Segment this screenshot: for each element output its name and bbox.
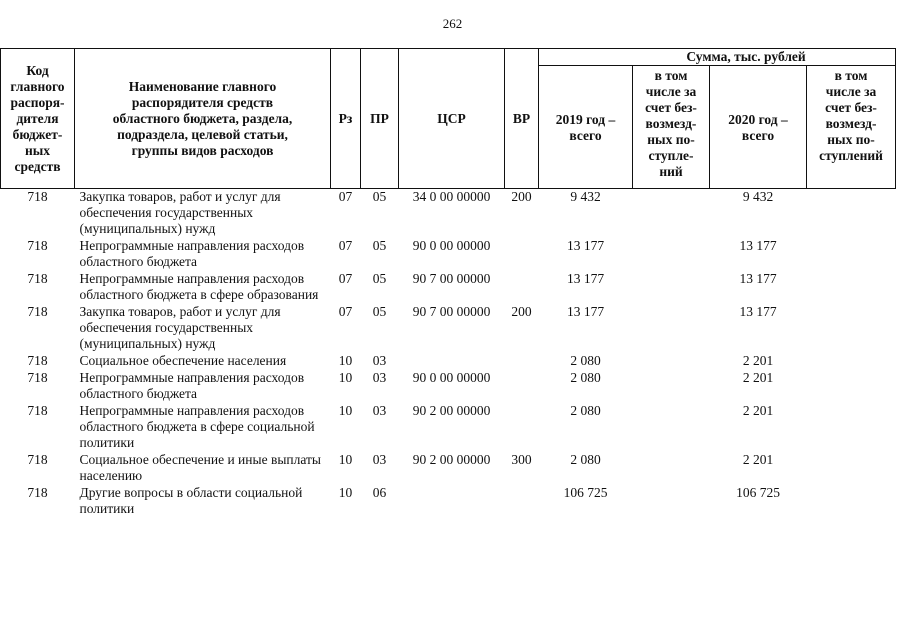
cell-rz: 10 <box>338 452 353 467</box>
table-row <box>1 370 896 403</box>
table-row <box>1 189 896 239</box>
cell-csr: 90 2 00 00000 <box>412 452 491 467</box>
cell-2019-free <box>633 370 710 403</box>
cell-2019-total: 13 177 <box>566 238 605 253</box>
cell-2019-free <box>633 304 710 353</box>
table-row <box>1 238 896 271</box>
cell-code: 718 <box>27 271 48 286</box>
cell-2019-total: 2 080 <box>570 452 601 467</box>
cell-name: Другие вопросы в области социальной политики <box>79 485 303 516</box>
cell-rz: 07 <box>338 271 353 286</box>
header-pr: ПР <box>361 49 399 189</box>
table-row <box>1 304 896 353</box>
table-row <box>1 485 896 518</box>
cell-vr: 200 <box>511 304 532 319</box>
cell-vr: 200 <box>511 189 532 204</box>
cell-csr: 90 2 00 00000 <box>412 403 491 418</box>
cell-pr: 03 <box>372 403 387 418</box>
cell-code: 718 <box>27 353 48 368</box>
cell-vr <box>505 370 539 403</box>
cell-name: Социальное обеспечение и иные выплаты населению <box>79 452 321 483</box>
table-row <box>1 403 896 452</box>
cell-code: 718 <box>27 403 48 418</box>
header-code: Код главного распоря- дителя бюджет- ных средств <box>1 49 75 189</box>
cell-2019-total: 2 080 <box>570 370 601 385</box>
cell-2019-total: 2 080 <box>570 353 601 368</box>
cell-2020-free <box>807 452 896 485</box>
cell-2019-free <box>633 403 710 452</box>
cell-2020-total: 13 177 <box>739 271 777 286</box>
cell-pr: 03 <box>372 370 387 385</box>
cell-rz: 10 <box>338 485 353 500</box>
cell-2019-free <box>633 271 710 304</box>
cell-rz: 07 <box>338 238 353 253</box>
cell-csr <box>399 353 505 370</box>
cell-rz: 07 <box>338 304 353 319</box>
cell-vr <box>505 485 539 518</box>
cell-code: 718 <box>27 452 48 467</box>
cell-2019-free <box>633 485 710 518</box>
cell-code: 718 <box>27 370 48 385</box>
cell-pr: 03 <box>372 452 387 467</box>
table-row <box>1 271 896 304</box>
header-2019-free: в том числе за счет без- возмезд- ных по- ступле- ний <box>633 66 710 189</box>
cell-code: 718 <box>27 304 48 319</box>
cell-name: Закупка товаров, работ и услуг для обеспечения государственных (муниципальных) нужд <box>79 304 281 351</box>
header-2020-free: в том числе за счет без- возмезд- ных по- ступлений <box>807 66 896 189</box>
budget-table <box>0 48 896 518</box>
cell-vr <box>505 238 539 271</box>
cell-2020-free <box>807 370 896 403</box>
cell-2020-free <box>807 271 896 304</box>
cell-name: Непрограммные направления расходов областного бюджета в сфере образования <box>79 271 319 302</box>
cell-pr: 05 <box>372 304 387 319</box>
cell-rz: 10 <box>338 353 353 368</box>
header-vr: ВР <box>505 49 539 189</box>
table-body <box>1 189 896 519</box>
cell-2020-total: 2 201 <box>742 353 774 368</box>
cell-vr <box>505 403 539 452</box>
cell-2019-free <box>633 353 710 370</box>
cell-2019-free <box>633 452 710 485</box>
cell-2020-free <box>807 304 896 353</box>
cell-rz: 10 <box>338 403 353 418</box>
cell-csr: 90 0 00 00000 <box>412 238 491 253</box>
cell-2019-free <box>633 189 710 239</box>
header-rz: Рз <box>331 49 361 189</box>
page-number: 262 <box>442 16 463 31</box>
cell-pr: 05 <box>372 189 387 204</box>
header-csr: ЦСР <box>399 49 505 189</box>
header-2019-total: 2019 год – всего <box>539 66 633 189</box>
cell-2020-total: 2 201 <box>742 403 774 418</box>
cell-2019-total: 13 177 <box>566 271 605 286</box>
cell-2020-total: 9 432 <box>742 189 774 204</box>
cell-pr: 03 <box>372 353 387 368</box>
cell-csr <box>399 485 505 518</box>
cell-2019-total: 13 177 <box>566 304 605 319</box>
cell-pr: 05 <box>372 238 387 253</box>
cell-name: Непрограммные направления расходов областного бюджета <box>79 238 305 269</box>
cell-pr: 06 <box>372 485 387 500</box>
cell-2020-total: 2 201 <box>742 370 774 385</box>
table-row <box>1 353 896 370</box>
cell-code: 718 <box>27 485 48 500</box>
cell-name: Социальное обеспечение населения <box>79 353 287 368</box>
cell-csr: 90 7 00 00000 <box>412 271 491 286</box>
cell-csr: 90 7 00 00000 <box>412 304 491 319</box>
cell-2020-total: 106 725 <box>736 485 780 500</box>
cell-csr: 34 0 00 00000 <box>412 189 491 204</box>
cell-2020-total: 13 177 <box>739 238 777 253</box>
cell-2020-free <box>807 238 896 271</box>
cell-code: 718 <box>27 189 48 204</box>
cell-2020-free <box>807 403 896 452</box>
cell-rz: 07 <box>338 189 353 204</box>
cell-2019-free <box>633 238 710 271</box>
cell-2020-free <box>807 485 896 518</box>
cell-2020-free <box>807 189 896 239</box>
cell-2020-total: 13 177 <box>739 304 777 319</box>
cell-vr <box>505 271 539 304</box>
cell-name: Закупка товаров, работ и услуг для обеспечения государственных (муниципальных) нужд <box>79 189 281 236</box>
cell-csr: 90 0 00 00000 <box>412 370 491 385</box>
header-sum: Сумма, тыс. рублей <box>539 49 896 66</box>
header-2020-total: 2020 год – всего <box>710 66 807 189</box>
cell-pr: 05 <box>372 271 387 286</box>
cell-rz: 10 <box>338 370 353 385</box>
cell-2019-total: 106 725 <box>563 485 608 500</box>
cell-name: Непрограммные направления расходов областного бюджета <box>79 370 305 401</box>
cell-2020-total: 2 201 <box>742 452 774 467</box>
cell-vr <box>505 353 539 370</box>
cell-2019-total: 2 080 <box>570 403 601 418</box>
cell-2019-total: 9 432 <box>570 189 601 204</box>
cell-2020-free <box>807 353 896 370</box>
header-name: Наименование главного распорядителя средств областного бюджета, раздела, подраздела, целевой статьи, группы видов расходов <box>75 49 331 189</box>
table-row <box>1 452 896 485</box>
cell-code: 718 <box>27 238 48 253</box>
cell-name: Непрограммные направления расходов областного бюджета в сфере социальной политики <box>79 403 315 450</box>
cell-vr: 300 <box>511 452 532 467</box>
